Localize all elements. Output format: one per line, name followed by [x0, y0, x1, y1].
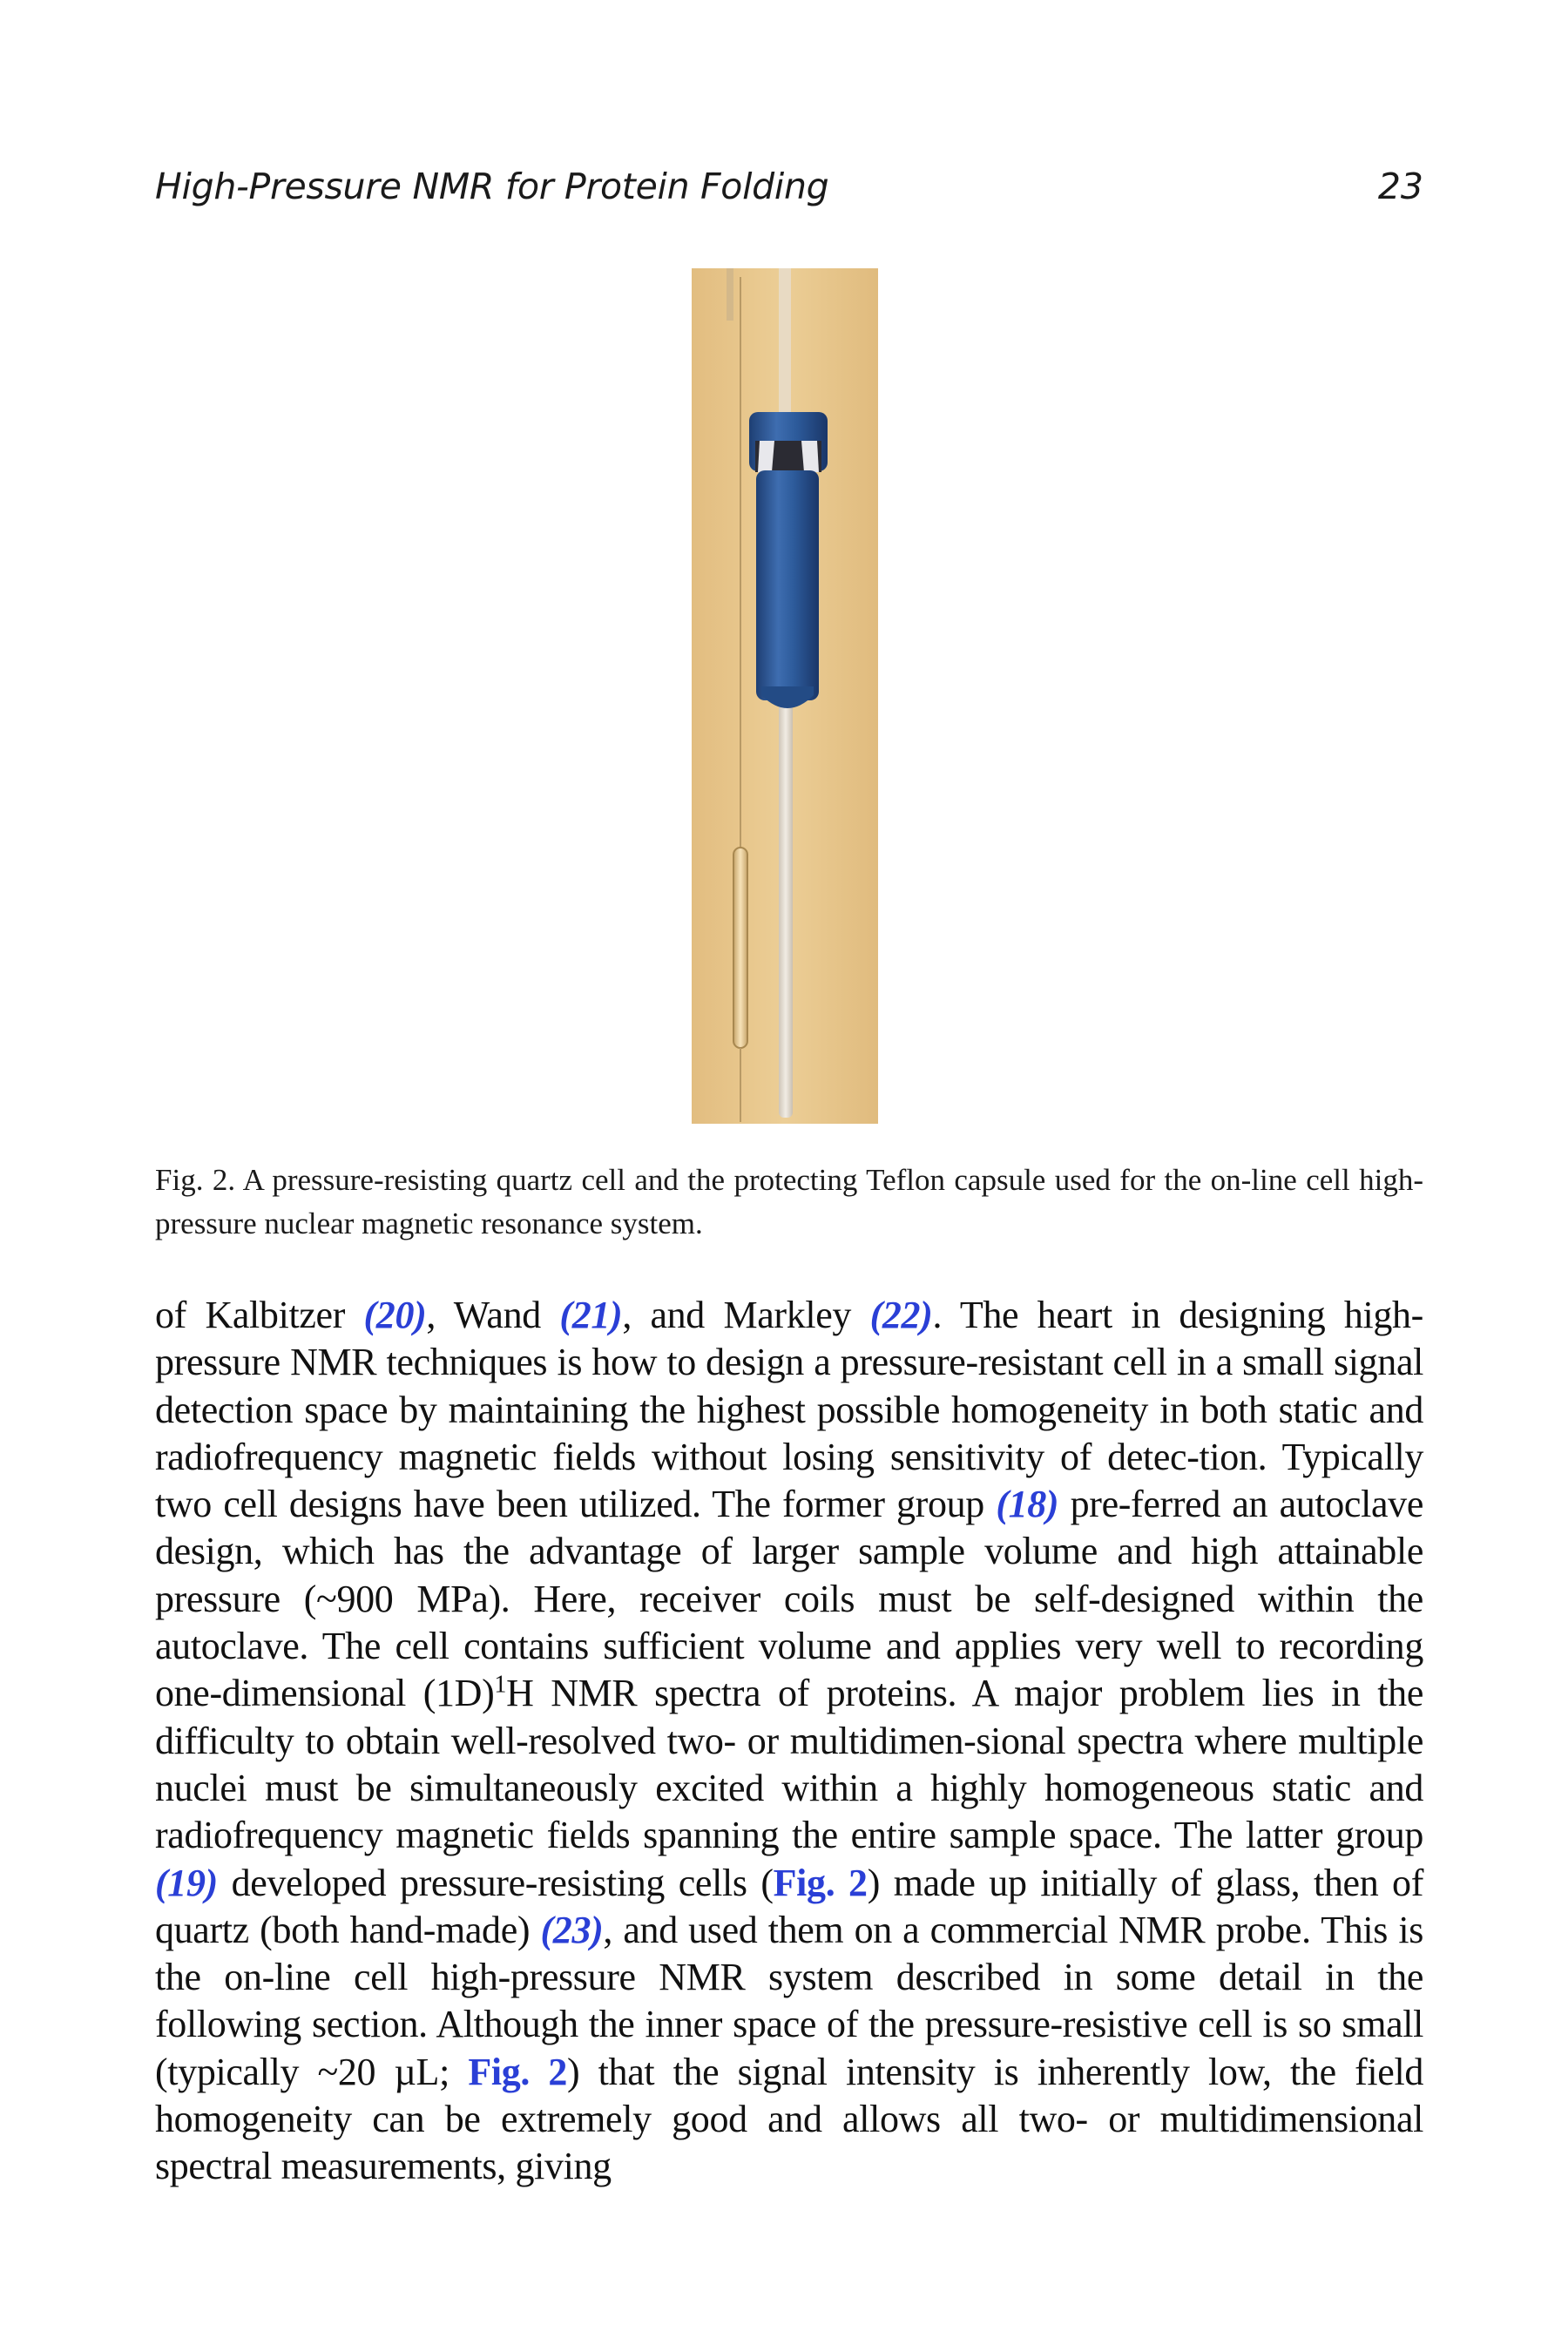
- body-text-segment: , and Markley: [622, 1294, 870, 1336]
- quartz-cell: [733, 848, 747, 1048]
- figure-caption: [155, 1159, 1423, 1246]
- running-title: High-Pressure NMR for Protein Folding: [155, 166, 829, 207]
- top-clip-right: [779, 268, 791, 434]
- figure-2-photo: [692, 268, 878, 1124]
- page-header: [155, 166, 1423, 218]
- page-number: 23: [1377, 166, 1423, 207]
- body-paragraph: [155, 1292, 1423, 2191]
- citation-link[interactable]: (21): [559, 1294, 623, 1336]
- body-text-segment: H NMR spectra of proteins. A major problem lies in the difficulty to obtain well-resolved two- or multidimen-sional spectra where multiple nuclei must be simultaneously excited within a highly homogeneous static and radiofrequency magnetic fields spanning the entire sample space. The latter group: [155, 1672, 1423, 1857]
- body-text-segment: , Wand: [426, 1294, 560, 1336]
- superscript: 1: [494, 1671, 507, 1699]
- body-text-segment: ) that the signal intensity is inherently low, the field homogeneity can be extremely good and allows all two- or multidimensional spectral measurements, giving: [155, 2050, 1423, 2188]
- body-text-segment: developed pressure-resisting cells (: [217, 1861, 774, 1904]
- citation-link[interactable]: (22): [869, 1294, 933, 1336]
- citation-link[interactable]: (20): [363, 1294, 427, 1336]
- caption-text: A pressure-resisting quartz cell and the protecting Teflon capsule used for the on-line cell high-pressure nuclear magnetic resonance system.: [155, 1163, 1423, 1240]
- capsule-body: [756, 470, 819, 700]
- figure-link[interactable]: Fig. 2: [468, 2050, 568, 2093]
- caption-label: Fig. 2.: [155, 1163, 236, 1197]
- figure-link[interactable]: Fig. 2: [773, 1861, 868, 1904]
- quartz-cell-and-teflon-capsule-image: [692, 268, 878, 1124]
- teflon-rod: [779, 678, 793, 1118]
- body-text-segment: of Kalbitzer: [155, 1294, 364, 1336]
- top-clip-left: [727, 268, 733, 321]
- body-text-segment: , and used them on a commercial NMR probe. This is the on-line cell high-pressure NMR system described in some detail in the following section. Although the inner space of the pressure-resistive cell is so small (typically ~20 µL;: [155, 1908, 1423, 2093]
- body-text-segment: . The heart in designing high-pressure NMR techniques is how to design a pressure-resistant cell in a small signal detection space by maintaining the highest possible homogeneity in both static and radiofrequency magnetic fields without losing sensitivity of detec-tion. Typically two cell designs have been utilized. The former group: [155, 1294, 1423, 1526]
- citation-link[interactable]: (23): [540, 1908, 604, 1951]
- citation-link[interactable]: (19): [155, 1861, 218, 1904]
- body-text-segment: pre-ferred an autoclave design, which has the advantage of larger sample volume and high attainable pressure (~900 MPa). Here, receiver coils must be self-designed within the autoclave. The cell contains sufficient volume and applies very well to recording one-dimensional (1D): [155, 1483, 1423, 1715]
- citation-link[interactable]: (18): [996, 1483, 1059, 1526]
- body-text-segment: ) made up initially of glass, then of quartz (both hand-made): [155, 1861, 1423, 1951]
